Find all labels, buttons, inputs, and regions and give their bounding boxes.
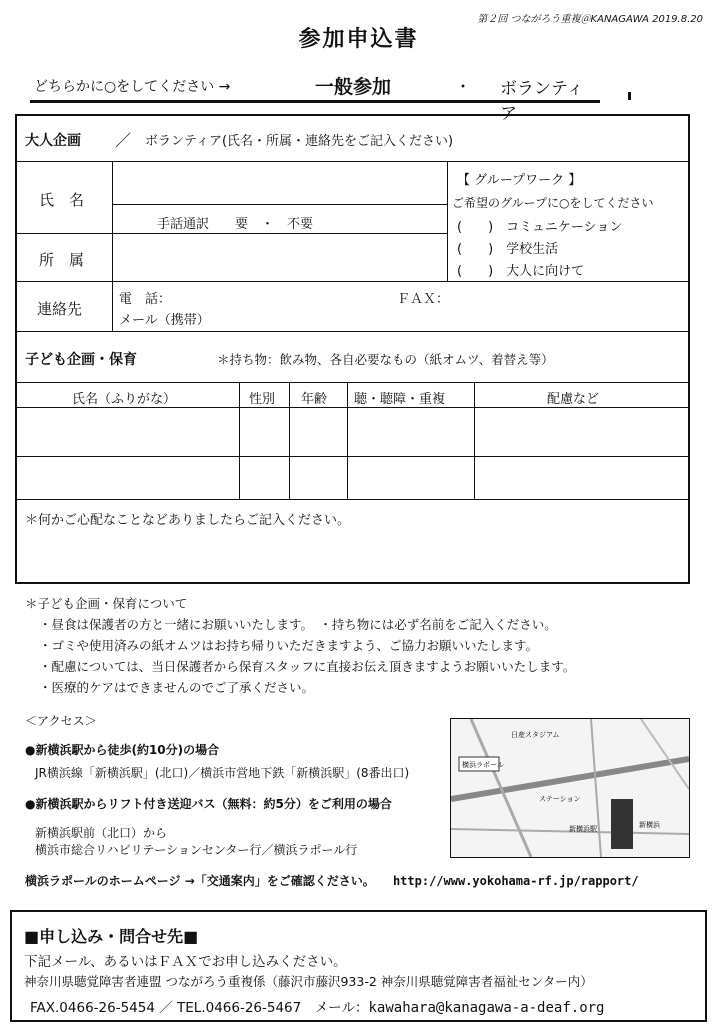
- map-label-st: ステーション: [539, 795, 581, 803]
- contact-title: ■申し込み・問合せ先■: [24, 927, 199, 946]
- col-considerations: 配慮など: [547, 392, 600, 407]
- mail-field[interactable]: メール（携帯）: [119, 313, 210, 328]
- bus-detail-1: 新横浜駅前（北口）から: [35, 826, 168, 840]
- remarks-prompt: ＊何かご心配なことなどありましたらご記入ください。: [25, 513, 351, 528]
- map-label-rapport: 横浜ラポール: [462, 761, 504, 769]
- participation-choice: [30, 70, 600, 124]
- heading-slash: ／: [115, 131, 132, 150]
- adult-subheading: ボランティア(氏名・所属・連絡先をご記入ください): [145, 134, 454, 149]
- col-hearing: 聴・聴障・重複: [354, 392, 446, 407]
- notes-title: ＊子ども企画・保育について: [25, 596, 188, 611]
- underline-tail: [610, 92, 631, 100]
- note-item: ・医療的ケアはできませんのでご了承ください。: [39, 680, 315, 695]
- tel-field[interactable]: 電 話：: [119, 292, 172, 307]
- name-label: 氏 名: [39, 191, 85, 209]
- map-graphic: [451, 719, 689, 857]
- note-item: ・ゴミや使用済みの紙オムツはお持ち帰りいただきますよう、ご協力お願いいたします。: [39, 638, 539, 653]
- map-label-station: 新横浜駅: [569, 825, 597, 833]
- option-separator: ・: [455, 77, 472, 96]
- col-age: 年齢: [301, 392, 328, 407]
- contact-line-1: 下記メール、あるいはＦＡＸでお申し込みください。: [24, 954, 347, 970]
- map-label-shinyoko: 新横浜: [639, 821, 660, 829]
- walk-detail: JR横浜線「新横浜駅」(北口)／横浜市営地下鉄「新横浜駅」(8番出口): [35, 766, 410, 780]
- group-option-communication[interactable]: ( ) コミュニケーション: [457, 220, 623, 235]
- child-heading: 子ども企画・保育: [25, 352, 137, 368]
- note-item: ・配慮については、当日保護者から保育スタッフに直接お伝え頂きますようお願いいたします。: [39, 659, 576, 674]
- group-work-instruction: ご希望のグループに○をしてください: [452, 196, 654, 210]
- page-title: 参加申込書: [298, 27, 419, 52]
- choice-label: どちらかに○をしてください →: [34, 79, 231, 95]
- group-option-school[interactable]: ( ) 学校生活: [457, 242, 559, 257]
- access-map: [450, 718, 690, 858]
- contact-line-3: [30, 996, 605, 1016]
- affiliation-label: 所 属: [39, 251, 85, 269]
- note-item: ・昼食は保護者の方と一緒にお願いいたします。 ・持ち物には必ず名前をご記入ください。: [39, 617, 557, 632]
- application-form: [15, 114, 690, 584]
- col-name: 氏名（ふりがな）: [72, 392, 177, 407]
- option-general[interactable]: 一般参加: [315, 76, 392, 98]
- group-option-adulthood[interactable]: ( ) 大人に向けて: [457, 264, 585, 279]
- contact-box: [10, 910, 707, 1022]
- access-title: ＜アクセス＞: [25, 714, 97, 728]
- walk-title: ●新横浜駅から徒歩(約10分)の場合: [25, 743, 220, 757]
- fax-tel: FAX.0466-26-5454 ／ TEL.0466-26-5467 メール：: [30, 1000, 369, 1016]
- homepage-note: [25, 872, 639, 889]
- map-label-stadium: 日産スタジアム: [511, 731, 560, 739]
- interpreter-option[interactable]: 手話通訳 要 ・ 不要: [157, 217, 314, 232]
- child-notes: [25, 593, 695, 698]
- contact-line-2: 神奈川県聴覚障害者連盟 つながろう重複係（藤沢市藤沢933-2 神奈川県聴覚障害者福祉センター内）: [24, 974, 593, 989]
- fax-field[interactable]: ＦＡＸ：: [397, 292, 450, 307]
- homepage-text: 横浜ラポールのホームページ →「交通案内」をご確認ください。: [25, 874, 375, 888]
- bus-title: ●新横浜駅からリフト付き送迎バス（無料：約5分）をご利用の場合: [25, 797, 392, 811]
- header-note: 第２回 つながろう重複＠KANAGAWA 2019.8.20: [477, 14, 703, 25]
- contact-email[interactable]: kawahara@kanagawa-a-deaf.org: [368, 1000, 605, 1016]
- option-volunteer[interactable]: ボランティア: [500, 79, 584, 124]
- child-belongings: ＊持ち物：飲み物、各自必要なもの（紙オムツ、着替え等）: [217, 352, 554, 367]
- contact-label: 連絡先: [37, 300, 83, 318]
- adult-heading: 大人企画: [25, 133, 81, 149]
- group-work-title: 【 グループワーク 】: [457, 173, 582, 188]
- homepage-url[interactable]: http://www.yokohama-rf.jp/rapport/: [392, 874, 639, 888]
- bus-detail-2: 横浜市総合リハビリテーションセンター行／横浜ラポール行: [35, 843, 358, 857]
- col-gender: 性別: [249, 392, 276, 407]
